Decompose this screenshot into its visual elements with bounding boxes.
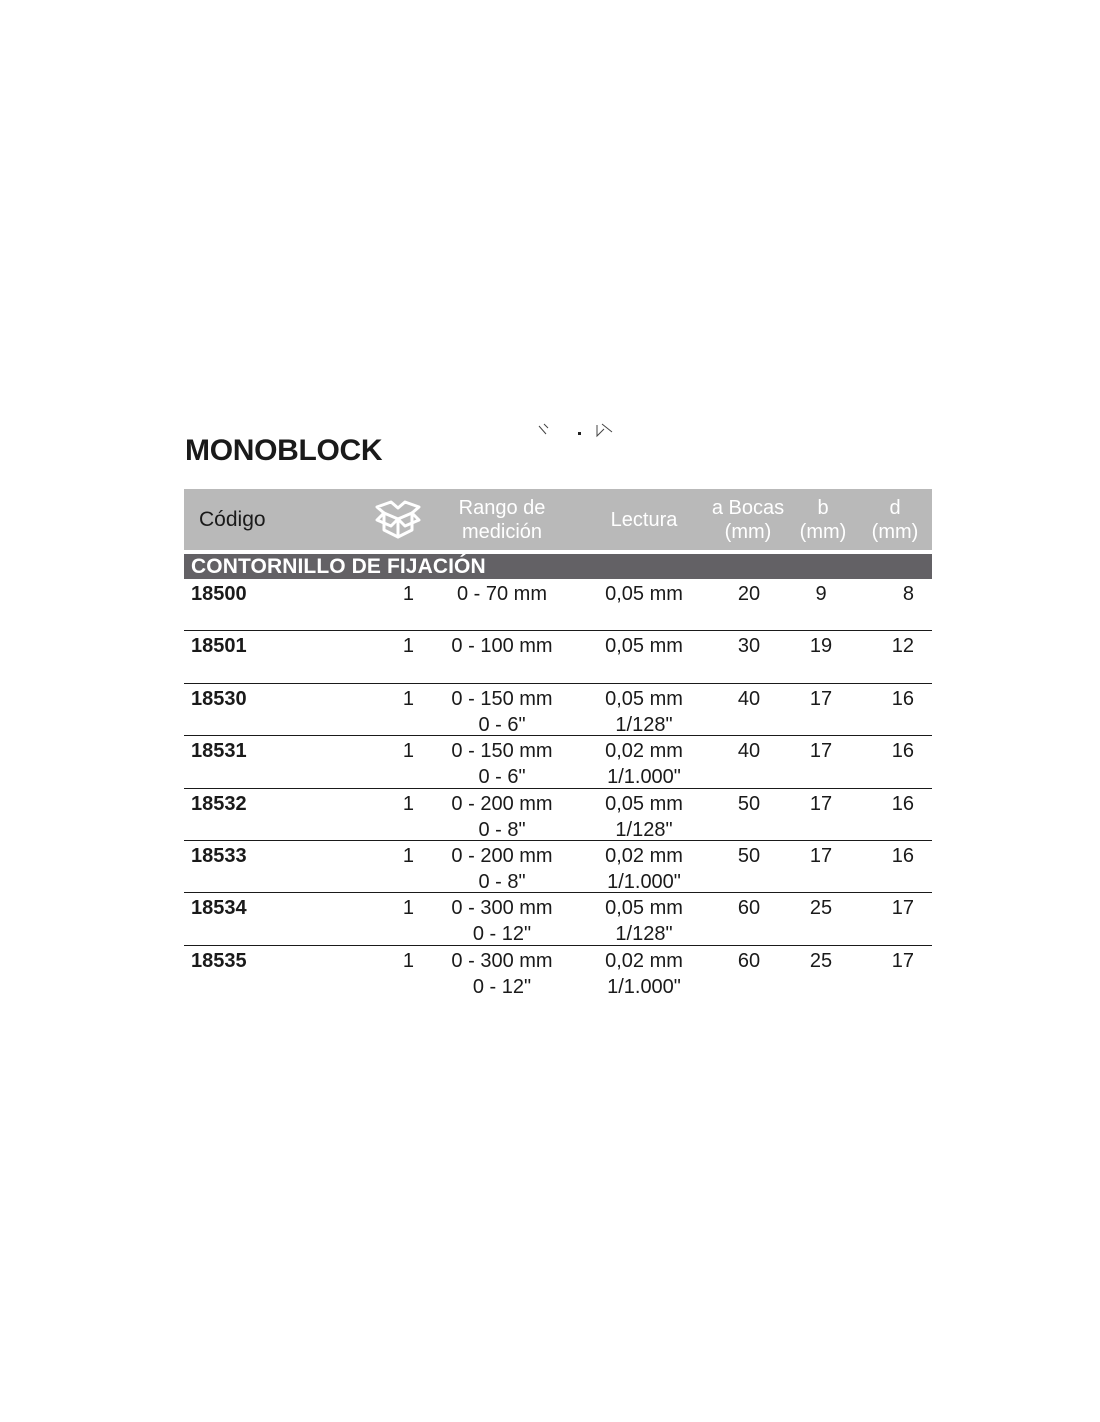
cell-code-code: 18534: [191, 897, 247, 920]
cell-a-a: 60: [737, 897, 761, 920]
cell-code: [191, 633, 247, 659]
cell-a-a: 50: [737, 792, 761, 815]
cell-a: [724, 895, 774, 921]
cell-qty-qty: 1: [402, 583, 414, 605]
cell-b-b: 25: [809, 949, 833, 972]
cell-range: [436, 843, 568, 895]
cell-range-range1: 0 - 70 mm: [456, 583, 548, 605]
cell-code-code: 18530: [191, 687, 247, 710]
cell-b: [796, 633, 846, 659]
cell-a: [724, 843, 774, 869]
cell-code-code: 18501: [191, 635, 247, 658]
cell-b: [796, 581, 846, 607]
cell-d: [864, 581, 914, 607]
cell-d-d: 16: [891, 740, 914, 763]
cell-range-range1: 0 - 300 mm: [451, 949, 553, 972]
cell-d: [864, 791, 914, 817]
cell-qty: [384, 948, 414, 974]
cell-range-range2: 0 - 6": [478, 713, 526, 736]
table-row: [184, 579, 932, 631]
cell-range-range1: 0 - 200 mm: [451, 792, 553, 815]
cell-qty: [384, 686, 414, 712]
cell-range: [436, 633, 568, 659]
cell-b-b: 9: [815, 583, 827, 605]
cell-reading: [588, 895, 700, 947]
cell-a-a: 50: [737, 844, 761, 867]
cell-range-range1: 0 - 150 mm: [451, 687, 553, 710]
cell-range-range2: 0 - 8": [478, 818, 526, 841]
cell-qty-qty: 1: [402, 792, 414, 815]
cell-code: [191, 948, 247, 974]
cell-b: [796, 895, 846, 921]
cell-range: [436, 738, 568, 790]
cell-reading-read1: 0,05 mm: [605, 687, 683, 710]
cell-qty: [384, 791, 414, 817]
cell-d-d: 8: [902, 583, 914, 605]
cell-d-d: 17: [891, 897, 914, 920]
table-row: [184, 946, 932, 998]
cell-reading-read2: 1/1.000": [607, 975, 681, 998]
table-row: [184, 631, 932, 683]
cell-qty-qty: 1: [402, 844, 414, 867]
table-row: [184, 684, 932, 736]
cell-range: [436, 791, 568, 843]
header-range: [436, 489, 568, 550]
cell-b: [796, 738, 846, 764]
section-header: CONTORNILLO DE FIJACIÓN: [184, 554, 932, 579]
cell-code-code: 18535: [191, 949, 247, 972]
cell-code-code: 18500: [191, 583, 247, 605]
cell-a: [724, 581, 774, 607]
cell-qty-qty: 1: [402, 687, 414, 710]
table-row: [184, 841, 932, 893]
cell-reading-read1: 0,05 mm: [605, 792, 683, 815]
header-box: [372, 489, 424, 550]
table-body: [184, 579, 932, 998]
cell-qty-qty: 1: [402, 897, 414, 920]
cell-d: [864, 738, 914, 764]
cell-d: [864, 686, 914, 712]
cell-range-range1: 0 - 300 mm: [451, 897, 553, 920]
cell-d: [864, 895, 914, 921]
header-range-line2: medición: [461, 520, 543, 543]
table-row: [184, 789, 932, 841]
cell-b-b: 17: [809, 740, 833, 763]
cell-d-d: 16: [891, 844, 914, 867]
cell-d: [864, 843, 914, 869]
header-d-line1: d: [889, 496, 901, 519]
cell-reading-read1: 0,05 mm: [605, 897, 683, 920]
table-row: [184, 736, 932, 788]
table-row: [184, 893, 932, 945]
cell-reading-read2: 1/1.000": [607, 870, 681, 893]
header-b-line2: (mm): [799, 520, 847, 543]
cell-b-b: 17: [809, 844, 833, 867]
cell-b: [796, 948, 846, 974]
header-code: Código: [199, 507, 266, 531]
cell-qty: [384, 738, 414, 764]
cell-reading: [588, 791, 700, 843]
cell-reading-read2: 1/128": [615, 818, 673, 841]
cell-d-d: 12: [891, 635, 914, 658]
header-d: [864, 489, 926, 550]
cell-qty: [384, 581, 414, 607]
cell-a: [724, 791, 774, 817]
cell-range-range1: 0 - 100 mm: [451, 635, 553, 658]
cell-range-range2: 0 - 12": [472, 923, 532, 946]
cell-a: [724, 686, 774, 712]
cell-qty-qty: 1: [402, 740, 414, 763]
cell-range: [436, 948, 568, 1000]
cell-a-a: 30: [737, 635, 761, 658]
cell-reading-read1: 0,02 mm: [605, 949, 683, 972]
cell-a-a: 40: [737, 740, 761, 763]
cell-range-range1: 0 - 200 mm: [451, 844, 553, 867]
cell-reading: [588, 738, 700, 790]
header-a: [702, 489, 794, 550]
product-table: [184, 489, 932, 998]
cell-a-a: 60: [737, 949, 761, 972]
header-range-line1: Rango de: [458, 496, 546, 519]
cell-reading: [588, 581, 700, 607]
cell-range: [436, 686, 568, 738]
cell-range-range2: 0 - 8": [478, 870, 526, 893]
cell-reading-read1: 0,02 mm: [605, 740, 683, 763]
cell-range-range1: 0 - 150 mm: [451, 740, 553, 763]
cell-code: [191, 581, 247, 607]
cell-qty: [384, 843, 414, 869]
cell-code-code: 18531: [191, 740, 247, 763]
header-a-line1: a Bocas: [711, 496, 785, 519]
cell-reading-read1: 0,05 mm: [605, 583, 683, 605]
cell-qty-qty: 1: [402, 949, 414, 972]
cell-code: [191, 843, 247, 869]
cell-a: [724, 633, 774, 659]
cell-reading: [588, 843, 700, 895]
cell-d-d: 16: [891, 687, 914, 710]
cell-qty: [384, 633, 414, 659]
cell-range: [436, 581, 568, 607]
cell-a-a: 40: [737, 687, 761, 710]
cell-reading-read1: 0,02 mm: [605, 844, 683, 867]
cell-d-d: 17: [891, 949, 914, 972]
cell-code-code: 18533: [191, 844, 247, 867]
cell-range-range2: 0 - 6": [478, 766, 526, 789]
cell-reading: [588, 686, 700, 738]
cell-b: [796, 791, 846, 817]
cell-d-d: 16: [891, 792, 914, 815]
scan-artifact: [536, 420, 616, 442]
box-icon: [374, 499, 422, 541]
header-d-line2: (mm): [871, 520, 919, 543]
cell-reading-read2: 1/128": [615, 923, 673, 946]
table-header: [184, 489, 932, 550]
cell-qty: [384, 895, 414, 921]
cell-d: [864, 633, 914, 659]
cell-qty-qty: 1: [402, 635, 414, 658]
cell-b-b: 19: [809, 635, 833, 658]
cell-code: [191, 895, 247, 921]
cell-b-b: 25: [809, 897, 833, 920]
cell-reading-read1: 0,05 mm: [605, 635, 683, 658]
cell-reading: [588, 633, 700, 659]
cell-reading-read2: 1/1.000": [607, 766, 681, 789]
cell-b: [796, 686, 846, 712]
cell-code: [191, 686, 247, 712]
cell-reading: [588, 948, 700, 1000]
header-reading: Lectura: [610, 508, 678, 531]
header-b: [794, 489, 852, 550]
cell-range: [436, 895, 568, 947]
cell-d: [864, 948, 914, 974]
cell-range-range2: 0 - 12": [472, 975, 532, 998]
header-a-line2: (mm): [724, 520, 772, 543]
cell-a: [724, 738, 774, 764]
cell-a: [724, 948, 774, 974]
cell-b-b: 17: [809, 792, 833, 815]
cell-code-code: 18532: [191, 792, 247, 815]
cell-reading-read2: 1/128": [615, 713, 673, 736]
cell-code: [191, 738, 247, 764]
cell-a-a: 20: [737, 583, 761, 605]
page-title: MONOBLOCK: [185, 434, 383, 467]
cell-b: [796, 843, 846, 869]
cell-b-b: 17: [809, 687, 833, 710]
header-b-line1: b: [817, 496, 829, 519]
cell-code: [191, 791, 247, 817]
